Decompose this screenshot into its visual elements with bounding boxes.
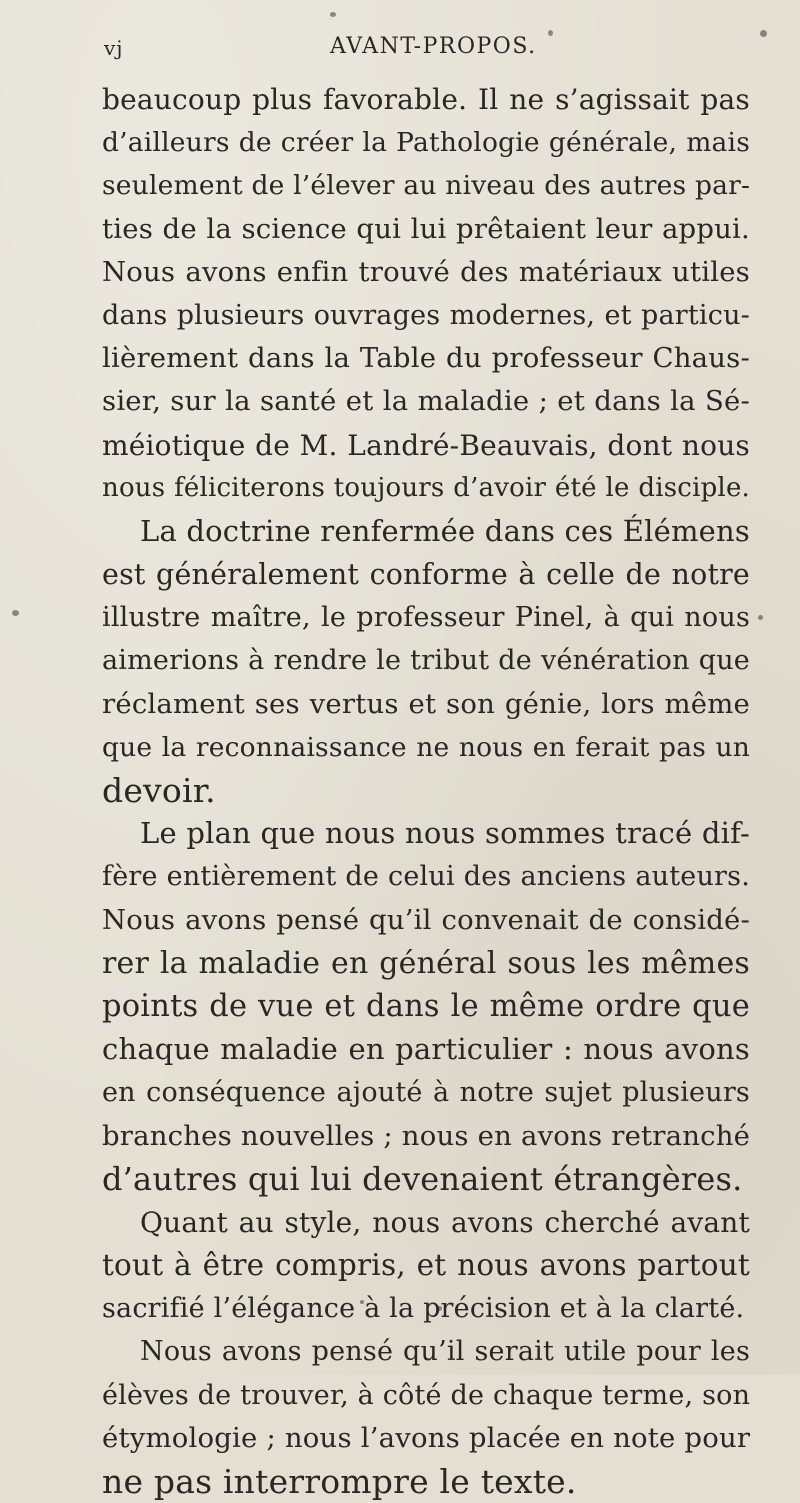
text-line: que la reconnaissance ne nous en ferait pas un	[102, 731, 750, 763]
text-line: rer la maladie en général sous les mêmes	[102, 945, 750, 981]
paragraph-end-line: d’autres qui lui devenaient étrangères.	[102, 1159, 743, 1198]
text-line: tout à être compris, et nous avons partout	[102, 1248, 750, 1283]
page-folio: vj	[104, 36, 124, 60]
paper-speck	[330, 12, 336, 17]
paragraph-end-line: ne pas interrompre le texte.	[102, 1462, 577, 1501]
text-line: nous féliciterons toujours d’avoir été le disciple.	[102, 472, 750, 503]
text-line: dans plusieurs ouvrages modernes, et particu-	[102, 299, 750, 331]
text-line: points de vue et dans le même ordre que	[102, 988, 750, 1024]
paragraph-start-line: Quant au style, nous avons cherché avant	[140, 1205, 750, 1239]
paper-speck	[12, 610, 19, 616]
text-line: lièrement dans la Table du professeur Chaus-	[102, 342, 750, 375]
text-line: réclament ses vertus et son génie, lors même	[102, 687, 750, 720]
text-line: chaque maladie en particulier : nous avons	[102, 1032, 750, 1067]
text-line: branches nouvelles ; nous en avons retranché	[102, 1119, 751, 1152]
paper-speck	[760, 30, 767, 37]
running-head	[104, 28, 744, 68]
text-line: fère entièrement de celui des anciens auteurs.	[102, 861, 750, 893]
text-line: ties de la science qui lui prêtaient leur appui.	[102, 212, 750, 245]
text-line: Nous avons enfin trouvé des matériaux utiles	[102, 255, 750, 288]
text-line: étymologie ; nous l’avons placée en note pour	[102, 1421, 751, 1454]
text-line: en conséquence ajouté à notre sujet plusieurs	[102, 1077, 750, 1109]
paper-speck	[758, 615, 763, 620]
text-line: Nous avons pensé qu’il convenait de considé-	[102, 903, 750, 936]
text-line: illustre maître, le professeur Pinel, à qui nous	[102, 602, 750, 634]
running-head-title: AVANT-PROPOS.	[330, 34, 537, 59]
paragraph-start-line: Nous avons pensé qu’il serait utile pour les	[140, 1336, 750, 1368]
text-line: élèves de trouver, à côté de chaque terme, son	[102, 1379, 751, 1411]
paragraph-start-line: La doctrine renfermée dans ces Élémens	[140, 513, 750, 548]
text-line: d’ailleurs de créer la Pathologie générale, mais	[102, 127, 750, 159]
text-line: seulement de l’élever au niveau des autres par-	[102, 170, 751, 202]
paragraph-end-line: sacrifié l’élégance à la précision et à la clarté.	[102, 1293, 745, 1325]
text-line: méiotique de M. Landré-Beauvais, dont nous	[102, 428, 750, 462]
paragraph-end-line: devoir.	[102, 771, 216, 810]
text-line: aimerions à rendre le tribut de vénération que	[102, 645, 750, 677]
paragraph-start-line: Le plan que nous nous sommes tracé dif-	[140, 816, 750, 851]
text-line: sier, sur la santé et la maladie ; et dans la Sé-	[102, 385, 750, 418]
body-text	[102, 78, 750, 1503]
text-line: beaucoup plus favorable. Il ne s’agissait pas	[102, 83, 750, 116]
text-line: est généralement conforme à celle de notre	[102, 558, 750, 592]
